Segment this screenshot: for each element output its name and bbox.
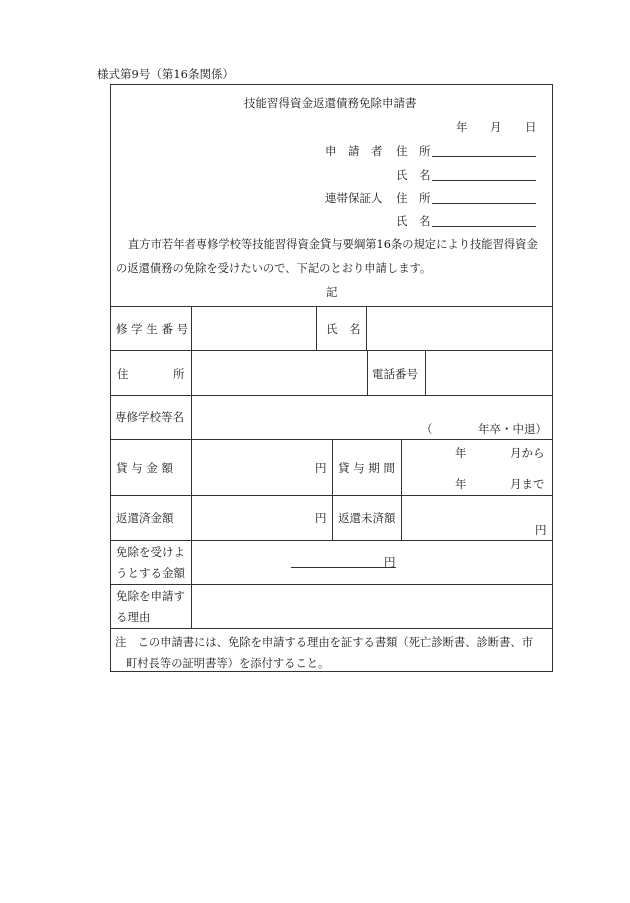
applicant-name-label: 氏 名 [396, 168, 431, 182]
address-field[interactable] [193, 352, 365, 394]
col-divider [366, 306, 367, 350]
label-column-divider [191, 306, 192, 628]
row-divider [110, 306, 553, 307]
repaid-yen: 円 [315, 511, 327, 525]
col-divider [316, 306, 317, 350]
phone-field[interactable] [427, 352, 552, 394]
ki-label: 記 [326, 285, 338, 299]
student-name-field[interactable] [368, 308, 552, 349]
date-year: 年 [456, 120, 468, 134]
body-text-line1: 直方市若年者専修学校等技能習得資金貸与要綱第16条の規定により技能習得資金 [128, 238, 538, 251]
row-divider [110, 540, 553, 541]
row-divider [110, 395, 553, 396]
col-divider [367, 350, 368, 395]
school-paren-open: （ [421, 422, 433, 436]
col-divider [332, 495, 333, 540]
form-title: 技能習得資金返還債務免除申請書 [244, 96, 417, 110]
student-number-label: 修 学 生 番 号 [116, 322, 189, 336]
loan-period-to-year: 年 [455, 477, 467, 491]
applicant-label: 申 請 者 [325, 144, 383, 158]
loan-amount-yen: 円 [315, 461, 327, 475]
guarantor-name-label: 氏 名 [396, 214, 431, 228]
guarantor-name-line[interactable] [432, 226, 536, 227]
applicant-name-line[interactable] [432, 180, 536, 181]
applicant-address-line[interactable] [432, 156, 536, 157]
repaid-label: 返還済金額 [116, 511, 174, 525]
date-day: 日 [525, 120, 537, 134]
col-divider [332, 439, 333, 495]
exempt-amount-label-2: うとする金額 [116, 566, 185, 580]
address-label-2: 所 [173, 367, 185, 381]
phone-label: 電話番号 [372, 367, 418, 381]
col-divider [425, 350, 426, 395]
exempt-amount-label-1: 免除を受けよ [116, 545, 185, 559]
body-text-line2: の返還債務の免除を受けたいので、下記のとおり申請します。 [116, 262, 432, 275]
loan-amount-label: 貸 与 金 額 [116, 461, 173, 475]
loan-period-from: 月から [510, 446, 545, 460]
col-divider [401, 439, 402, 495]
note-line2: 町村長等の証明書等）を添付すること。 [126, 657, 330, 670]
reason-label-1: 免除を申請す [116, 589, 185, 603]
student-name-label: 氏 名 [326, 322, 361, 336]
reason-field[interactable] [193, 586, 551, 626]
guarantor-address-line[interactable] [432, 203, 536, 204]
school-label: 専修学校等名 [115, 410, 184, 424]
exempt-amount-yen: 円 [384, 555, 396, 569]
loan-period-label: 貸 与 期 間 [338, 461, 395, 475]
row-divider [110, 350, 553, 351]
unpaid-yen: 円 [535, 523, 547, 537]
row-divider [110, 584, 553, 585]
loan-period-to: 月まで [510, 477, 545, 491]
unpaid-label: 返還未済額 [338, 511, 396, 525]
form-number: 様式第9号（第16条関係） [97, 67, 234, 81]
loan-period-from-year: 年 [455, 446, 467, 460]
address-label-1: 住 [117, 367, 129, 381]
student-number-field[interactable] [193, 308, 315, 349]
reason-label-2: る理由 [116, 610, 151, 624]
col-divider [401, 495, 402, 540]
row-divider [110, 628, 553, 629]
note-line1: 注 この申請書には、免除を申請する理由を証する書類（死亡診断書、診断書、市 [115, 636, 533, 649]
applicant-address-label: 住 所 [396, 144, 431, 158]
date-month: 月 [490, 120, 502, 134]
guarantor-label: 連帯保証人 [325, 191, 383, 205]
exempt-amount-line[interactable] [291, 567, 396, 568]
school-suffix: 年卒・中退） [478, 422, 547, 436]
guarantor-address-label: 住 所 [396, 191, 431, 205]
